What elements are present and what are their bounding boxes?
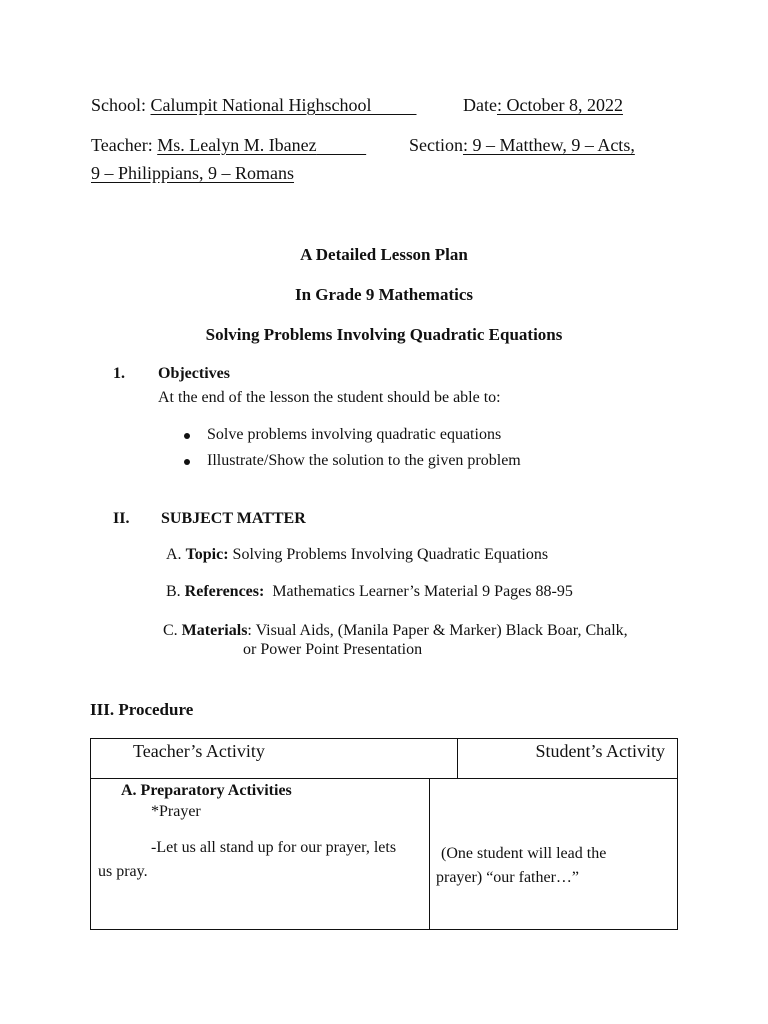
subject-matter-heading: SUBJECT MATTER <box>161 510 306 527</box>
topic-value: Solving Problems Involving Quadratic Equations <box>228 546 549 563</box>
section-line2 <box>91 163 294 184</box>
teacher-line <box>91 135 366 156</box>
title-line1: A Detailed Lesson Plan <box>300 245 468 264</box>
objectives-heading: Objectives <box>158 365 230 382</box>
school-line <box>91 95 417 116</box>
objective-item-1: Solve problems involving quadratic equations <box>207 426 502 443</box>
table-header-col-divider <box>457 739 458 779</box>
objectives-intro: At the end of the lesson the student should be able to: <box>158 389 501 406</box>
teacher-underline-pad <box>317 135 367 155</box>
date-line <box>463 95 623 116</box>
date-value: : October 8, 2022 <box>496 95 623 115</box>
prayer-label: *Prayer <box>151 803 201 820</box>
subject-matter-number: II. <box>113 510 130 527</box>
materials-prefix: C. <box>163 622 182 639</box>
table-body-col-divider <box>429 779 430 929</box>
bullet-icon <box>184 459 190 465</box>
student-prayer-text-2: prayer) “our father…” <box>436 869 580 886</box>
materials-value: : Visual Aids, (Manila Paper & Marker) Black Boar, Chalk, <box>247 622 628 639</box>
materials-label: Materials <box>181 622 248 639</box>
procedure-heading: III. Procedure <box>90 700 194 719</box>
title-line3: Solving Problems Involving Quadratic Equations <box>205 325 563 344</box>
teacher-prayer-text-1: -Let us all stand up for our prayer, lets <box>151 839 397 856</box>
school-value: Calumpit National Highschool <box>150 95 372 115</box>
references-label: References: <box>184 583 265 600</box>
date-label: Date <box>463 95 497 115</box>
references-line <box>166 583 573 601</box>
preparatory-heading: A. Preparatory Activities <box>121 782 292 799</box>
school-underline-pad <box>372 95 417 115</box>
topic-label: Topic: <box>185 546 229 563</box>
teacher-prayer-text-2: us pray. <box>98 863 148 880</box>
teacher-value: Ms. Lealyn M. Ibanez <box>157 135 317 155</box>
section-label: Section <box>409 135 463 155</box>
table-header-divider <box>91 778 677 779</box>
bullet-icon <box>184 433 190 439</box>
section-value-line2: 9 – Philippians, 9 – Romans <box>91 163 295 183</box>
topic-line <box>166 546 548 564</box>
student-prayer-text-1: (One student will lead the <box>441 845 607 862</box>
topic-prefix: A. <box>166 546 186 563</box>
objective-item-2: Illustrate/Show the solution to the given problem <box>207 452 521 469</box>
procedure-table <box>90 738 678 930</box>
objectives-number: 1. <box>113 365 125 382</box>
references-value: Mathematics Learner’s Material 9 Pages 88-95 <box>264 583 573 600</box>
title-line2: In Grade 9 Mathematics <box>294 285 473 304</box>
materials-line <box>163 622 628 640</box>
section-value-line1: : 9 – Matthew, 9 – Acts, <box>463 135 635 155</box>
section-line <box>409 135 635 156</box>
materials-line2: or Power Point Presentation <box>243 641 423 658</box>
col-header-student: Student’s Activity <box>535 741 665 761</box>
school-label: School: <box>91 95 151 115</box>
teacher-label: Teacher: <box>91 135 158 155</box>
references-prefix: B. <box>166 583 185 600</box>
col-header-teacher: Teacher’s Activity <box>133 741 265 761</box>
